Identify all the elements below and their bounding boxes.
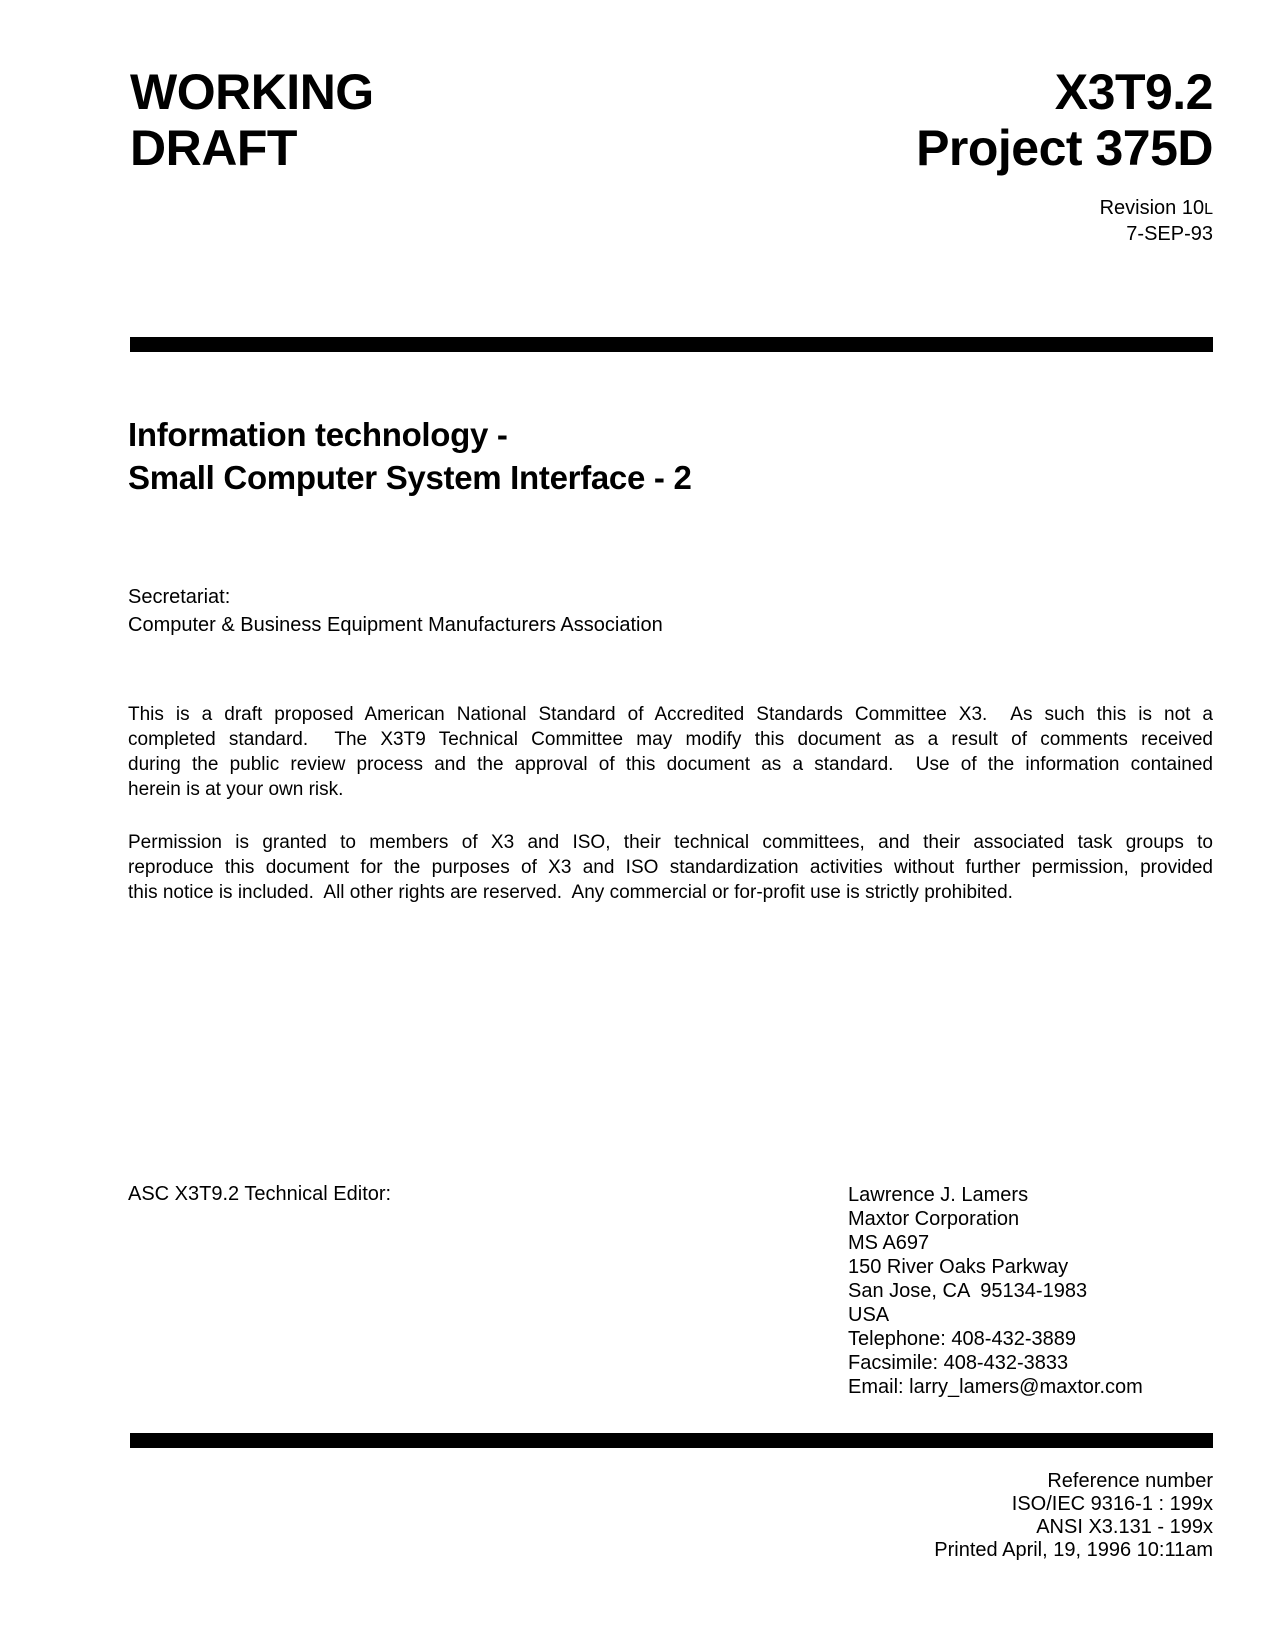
page-header (130, 64, 1213, 176)
project-id: Project 375D (916, 120, 1213, 176)
contact-country: USA (848, 1304, 890, 1326)
reference-ansi: ANSI X3.131 - 199x (1036, 1516, 1213, 1538)
working-draft-status (130, 64, 374, 176)
document-title-line-1: Information technology - (128, 416, 508, 453)
secretariat-label: Secretariat: (128, 586, 231, 608)
reference-number-block (934, 1470, 1213, 1562)
contact-company: Maxtor Corporation (848, 1208, 1020, 1230)
revision-line (1100, 196, 1213, 222)
notice-line: completed standard. The X3T9 Technical Committee may modify this document as a result of comments received (128, 729, 1213, 750)
status-line-2: DRAFT (130, 120, 297, 176)
contact-city: San Jose, CA 95134-1983 (848, 1280, 1088, 1302)
document-title (128, 413, 692, 499)
notice-line: This is a draft proposed American National Standard of Accredited Standards Committee X3. As such this is not a (128, 704, 1213, 725)
technical-editor-label: ASC X3T9.2 Technical Editor: (128, 1183, 392, 1205)
notice-line: Permission is granted to members of X3 and ISO, their technical committees, and their associated task groups to (128, 832, 1213, 853)
revision-suffix: L (1204, 201, 1213, 218)
permission-notice-paragraph (128, 830, 1213, 905)
contact-telephone: Telephone: 408-432-3889 (848, 1328, 1076, 1350)
contact-street: 150 River Oaks Parkway (848, 1256, 1069, 1278)
secretariat-section (128, 583, 663, 639)
notice-line: during the public review process and the approval of this document as a standard. Use of the information contained (128, 754, 1213, 775)
contact-facsimile: Facsimile: 408-432-3833 (848, 1352, 1069, 1374)
notice-line: herein is at your own risk. (128, 779, 344, 800)
technical-editor-contact-block (848, 1183, 1143, 1399)
contact-name: Lawrence J. Lamers (848, 1184, 1029, 1206)
secretariat-organization: Computer & Business Equipment Manufacturers Association (128, 614, 663, 636)
separator-bar-top (130, 337, 1213, 352)
document-title-line-2: Small Computer System Interface - 2 (128, 459, 692, 496)
project-identifier (916, 64, 1213, 176)
separator-bar-bottom (130, 1433, 1213, 1448)
contact-email: Email: larry_lamers@maxtor.com (848, 1376, 1143, 1398)
revision-block (1100, 196, 1213, 247)
contact-mailstop: MS A697 (848, 1232, 930, 1254)
reference-iso: ISO/IEC 9316-1 : 199x (1011, 1493, 1213, 1515)
status-line-1: WORKING (130, 64, 374, 120)
revision-label: Revision 10 (1099, 197, 1205, 219)
draft-notice-paragraph (128, 702, 1213, 802)
committee-id: X3T9.2 (1054, 64, 1213, 120)
revision-date: 7-SEP-93 (1126, 223, 1213, 245)
notice-line: this notice is included. All other rights are reserved. Any commercial or for-profit use is strictly prohibited. (128, 882, 1013, 903)
print-timestamp: Printed April, 19, 1996 10:11am (934, 1539, 1213, 1561)
notice-line: reproduce this document for the purposes of X3 and ISO standardization activities without further permission, provided (128, 857, 1213, 878)
reference-number-label: Reference number (1047, 1470, 1213, 1492)
